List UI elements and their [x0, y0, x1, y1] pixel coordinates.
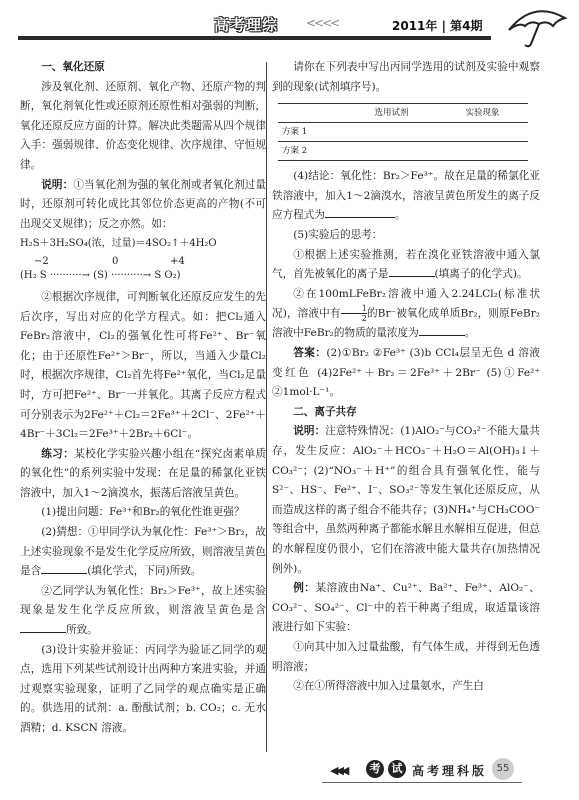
- table-cell: 方案 2: [278, 142, 346, 161]
- note-label: 说明：: [293, 425, 326, 438]
- column-divider: [266, 62, 267, 752]
- ox-state-line: (H₂ S ··········→ (S) ··········→ S O₂): [20, 269, 181, 281]
- answer-label: 答案：: [293, 347, 327, 360]
- journal-title: 高考理综: [214, 16, 279, 34]
- footer-badge-shi: 试: [388, 760, 406, 778]
- answer-blank: [41, 562, 87, 574]
- note-1: ①当氧化剂为强的氧化剂或者氧化剂过量时，还原剂可转化成比其邻位价态更高的产物(不可出现交叉规律)；反之亦然。如：: [20, 178, 267, 230]
- table-cell: [346, 142, 437, 161]
- table-cell: [346, 123, 437, 142]
- example-text: 某溶液由Na⁺、Cu²⁺、Ba²⁺、Fe³⁺、AlO₂⁻、CO₃²⁻、SO₄²⁻、Cl⁻中的若干种离子组成，取适量该溶液进行如下实验：: [272, 582, 540, 634]
- table-cell: [437, 123, 528, 142]
- note-label: 说明：: [41, 178, 74, 191]
- equation-1: H₂S＋3H₂SO₄(浓，过量)＝4SO₂↑＋4H₂O: [20, 238, 217, 250]
- example-step-2: ②在①所得溶液中加入过量氨水，产生白: [293, 680, 484, 693]
- ox-state-s2: −2: [34, 255, 49, 267]
- question-4: (4)结论：氧化性：Br₂＞Fe³⁺。故在足量的稀氯化亚铁溶液中，加入1～2滴溴水，溶液呈黄色所发生的离子反应方程式为: [272, 170, 540, 222]
- footer-rule: [322, 782, 522, 783]
- left-column: [20, 58, 266, 739]
- issue-label: 2011年 | 第4期: [392, 19, 483, 33]
- ox-state-s0: 0: [112, 255, 119, 267]
- section-heading-ion-coexistence: 二、离子共存: [293, 405, 357, 418]
- fraction-one-half: [341, 304, 367, 323]
- question-2a: (2)猜想：①甲同学认为氧化性：Fe³⁺＞Br₂，故上述实验现象不是发生化学反应所致，则溶液呈黄色是含: [20, 526, 266, 578]
- question-5: (5)实验后的思考：: [293, 228, 383, 241]
- umbrella-icon: [503, 4, 573, 48]
- page-header: [0, 0, 579, 46]
- header-chevrons: <<<<: [306, 16, 339, 30]
- note-2: ②根据次序规律，可判断氧化还原反应发生的先后次序，写出对应的化学方程式。如：把Cl₂通入FeBr₂溶液中，Cl₂的强氧化性可将Fe²⁺、Br⁻氧化；由于还原性Fe²⁺＞Br⁻，所以，当通入少量Cl₂时，根据次序规律，Cl₂首先将Fe²⁺氧化，当Cl₂足量时，方可把Fe²⁺、Br⁻一并氧化。其离子反应方程式可分别表示为2Fe²⁺＋Cl₂＝2Fe³⁺＋2Cl⁻、2Fe²⁺＋4Br⁻＋3Cl₂＝2Fe³⁺＋2Br₂＋6Cl⁻。: [20, 290, 266, 441]
- answer-blank: [419, 324, 465, 336]
- footer-edition: 高考理科版: [412, 764, 488, 778]
- fraction-numerator: 1: [341, 304, 367, 314]
- page-footer: [0, 752, 579, 800]
- practice-text: 某校化学实验兴趣小组在“探究卤素单质的氧化性”的系列实验中发现：在足量的稀氯化亚铁溶液中，加入1～2滴溴水，振荡后溶液呈黄色。: [20, 447, 267, 499]
- question-5b-tail: 。: [464, 327, 476, 340]
- section-heading-redox: 一、氧化还原: [41, 61, 105, 73]
- table-row: [278, 123, 528, 142]
- oxidation-state-diagram: [20, 254, 266, 288]
- footer-arrows-icon: ◀◀◀: [330, 764, 347, 777]
- table-instruction: 请你在下列表中写出丙同学选用的试剂及实验中观察到的现象(试剂填序号)。: [272, 61, 540, 93]
- question-2a-tail: (填化学式，下同)所致。: [87, 565, 202, 578]
- table-header: [278, 104, 346, 123]
- question-2b: ②乙同学认为氧化性：Br₂＞Fe³⁺，故上述实验现象是发生化学反应所致，则溶液呈黄色是含: [20, 584, 266, 617]
- table-header: 选用试剂: [346, 104, 437, 123]
- question-5b-part2: 的Br⁻被氧化成单质Br₂，则原FeBr₂溶液中FeBr₂的物质的量浓度为: [272, 307, 541, 340]
- answer-text: (2)①Br₂ ②Fe³⁺ (3)b CCl₄层呈无色 d 溶液变红色 (4)2Fe²⁺＋Br₂＝2Fe³⁺＋2Br⁻ (5)①Fe²⁺ ②1mol·L⁻¹。: [272, 347, 540, 399]
- table-row: [278, 142, 528, 161]
- example-label: 例：: [293, 582, 316, 595]
- redox-intro: 涉及氧化剂、还原剂、氧化产物、还原产物的判断，氧化剂氧化性或还原剂还原性相对强弱的判断，氧化还原反应方面的计算。解决此类题需从四个规律入手：强弱规律、价态变化规律、次序规律、守恒规律。: [20, 80, 266, 171]
- table-header: 实验现象: [437, 104, 528, 123]
- question-5a: ①根据上述实验推测，若在溴化亚铁溶液中通入氯气，首先被氧化的离子是: [272, 248, 540, 281]
- question-2b-tail: 所致。: [66, 624, 98, 637]
- table-header-row: [278, 104, 528, 123]
- question-3: (3)设计实验并验证：丙同学为验证乙同学的观点，选用下列某些试剂设计出两种方案进实验，并通过观察实验现象，证明了乙同学的观点确实是正确的。供选用的试剂：a. 酚酞试剂；b. CO₂；c. 无水酒精；d. KSCN 溶液。: [20, 643, 266, 734]
- answer-blank: [389, 265, 435, 277]
- question-5b-part1: ②在100mLFeBr₂溶液中通入2.24LCl₂(标准状况)，溶液中有: [272, 287, 540, 320]
- experiment-table: [278, 103, 528, 161]
- header-rule: [18, 36, 491, 40]
- right-column: [272, 58, 540, 697]
- fraction-denominator: 2: [361, 314, 367, 324]
- question-5a-tail: (填离子的化学式)。: [434, 268, 528, 281]
- answer-blank: [325, 206, 395, 218]
- example-step-1: ①向其中加入过量盐酸，有气体生成，并得到无色透明溶液；: [272, 640, 540, 673]
- ion-note: 注意特殊情况：(1)AlO₂⁻与CO₃²⁻不能大量共存，发生反应：AlO₂⁻＋HCO₃⁻＋H₂O＝Al(OH)₃↓＋CO₃²⁻；(2)“NO₃⁻＋H⁺”的组合具有强氧化性，能与S²⁻、HS⁻、Fe²⁺、I⁻、SO₃²⁻等发生氧化还原反应，从而造成这样的离子组合不能共存；(3)NH₄⁺与CH₃COO⁻等组合中，虽然两种离子都能水解且水解相互促进，但总的水解程度仍很小，它们在溶液中能大量共存(加热情况例外)。: [272, 425, 540, 575]
- table-cell: 方案 1: [278, 123, 346, 142]
- answer-blank: [20, 621, 66, 633]
- page-number: 55: [492, 758, 514, 780]
- table-cell: [437, 142, 528, 161]
- footer-badge-kao: 考: [366, 760, 384, 778]
- question-1: (1)提出问题：Fe³⁺和Br₂的氧化性谁更强？: [41, 506, 245, 519]
- question-4-tail: 。: [394, 209, 406, 222]
- ox-state-s4: +4: [170, 255, 185, 267]
- practice-label: 练习：: [41, 447, 75, 460]
